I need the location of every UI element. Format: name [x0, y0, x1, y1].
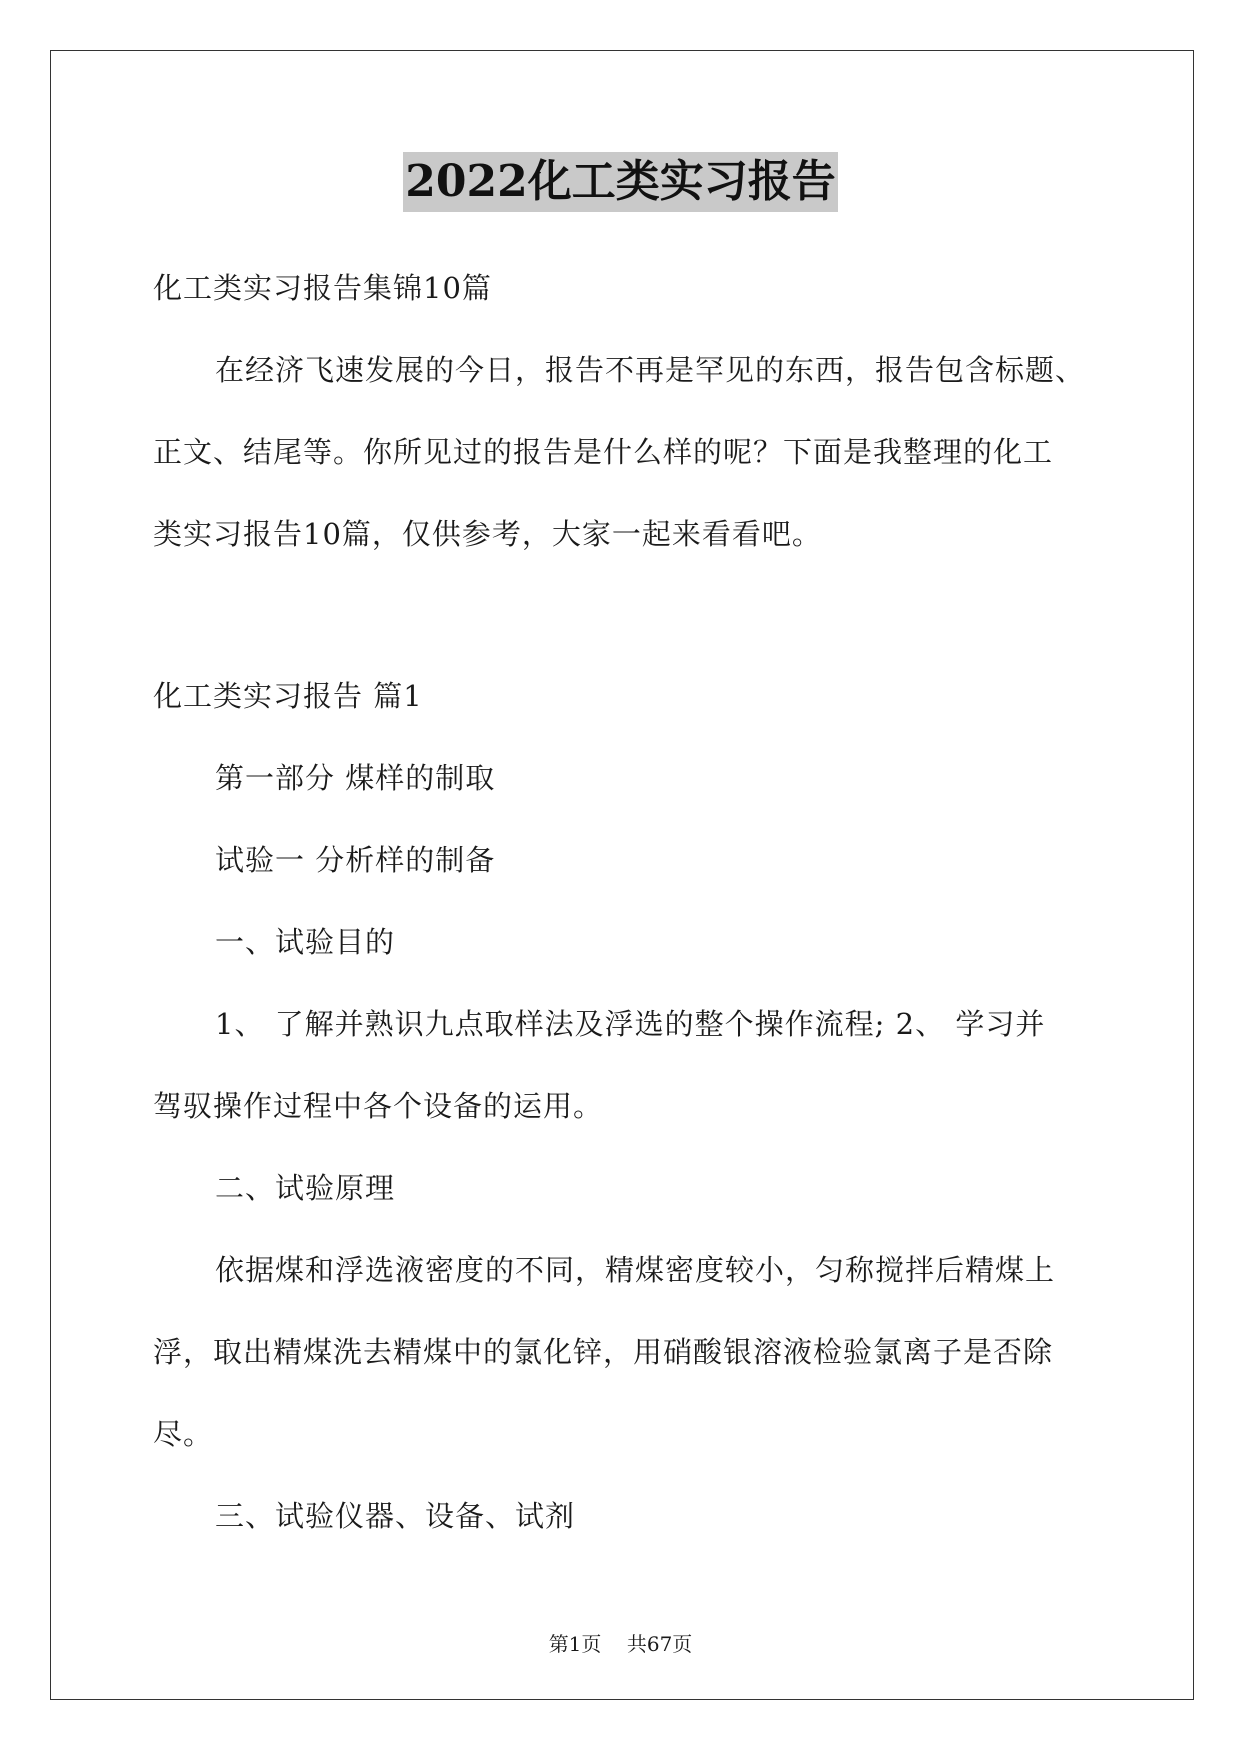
- total-pages: 共67页: [626, 1632, 693, 1656]
- title-container: [0, 152, 1241, 212]
- page-footer: [0, 1630, 1241, 1658]
- principle-line-2: 浮，取出精煤洗去精煤中的氯化锌，用硝酸银溶液检验氯离子是否除: [153, 1335, 1054, 1369]
- subtitle-line: 化工类实习报告集锦10篇: [153, 271, 492, 305]
- intro-paragraph-line-3: 类实习报告10篇，仅供参考，大家一起来看看吧。: [153, 517, 822, 551]
- document-title: 2022化工类实习报告: [403, 152, 837, 212]
- objective-line-2: 驾驭操作过程中各个设备的运用。: [153, 1089, 604, 1123]
- objective-line-1: 1、 了解并熟识九点取样法及浮选的整个操作流程; 2、 学习并: [215, 1007, 1046, 1041]
- equipment-heading: 三、试验仪器、设备、试剂: [215, 1499, 576, 1533]
- intro-paragraph-line-2: 正文、结尾等。你所见过的报告是什么样的呢？下面是我整理的化工: [153, 435, 1054, 469]
- part-heading: 第一部分 煤样的制取: [215, 761, 496, 795]
- principle-heading: 二、试验原理: [215, 1171, 396, 1205]
- page-number: 第1页: [548, 1632, 602, 1656]
- section-heading-part1: 化工类实习报告 篇1: [153, 679, 423, 713]
- intro-paragraph-line-1: 在经济飞速发展的今日，报告不再是罕见的东西，报告包含标题、: [215, 353, 1086, 387]
- principle-line-1: 依据煤和浮选液密度的不同，精煤密度较小，匀称搅拌后精煤上: [215, 1253, 1056, 1287]
- experiment-heading: 试验一 分析样的制备: [215, 843, 496, 877]
- principle-line-3: 尽。: [153, 1417, 214, 1451]
- objective-heading: 一、试验目的: [215, 925, 396, 959]
